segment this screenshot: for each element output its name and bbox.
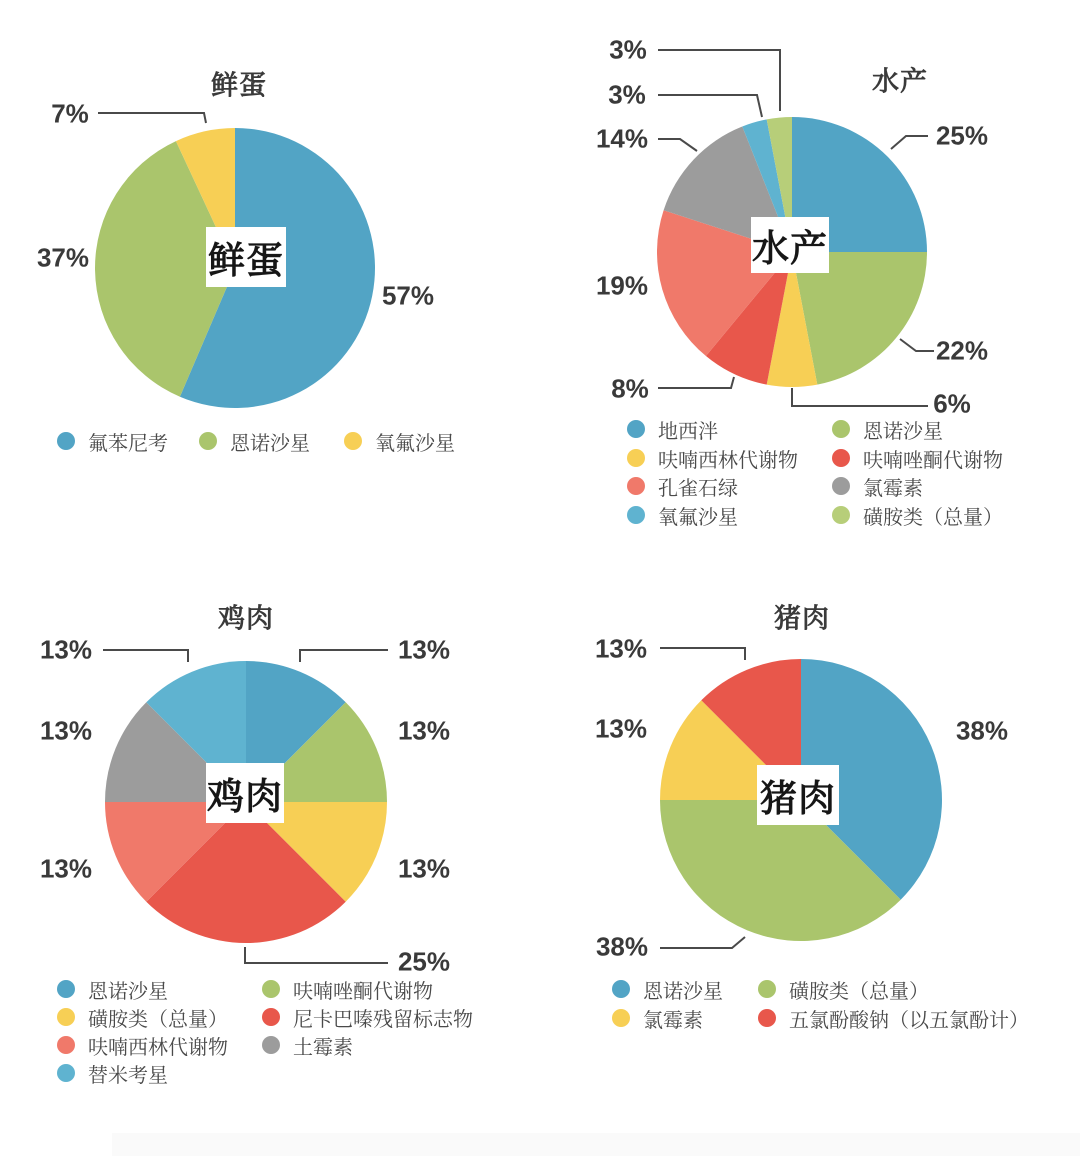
fresh-eggs-legend-item-2 (199, 429, 310, 453)
chicken-percent-label-3: 13% (397, 853, 451, 884)
legend-label: 恩诺沙星 (88, 980, 168, 1003)
chicken-percent-label-2: 13% (397, 715, 451, 746)
legend-dot (612, 1009, 630, 1027)
chicken-legend-item-6 (262, 1005, 473, 1029)
aquatic-legend-item-3 (627, 474, 738, 498)
aquatic-percent-label-2: 22% (935, 335, 989, 366)
fresh-eggs-center-label-box (206, 227, 286, 287)
legend-dot (832, 506, 850, 524)
legend-dot (262, 980, 280, 998)
fresh-eggs-percent-label-3: 7% (51, 98, 89, 129)
chicken-legend-item-2 (57, 1005, 228, 1029)
aquatic-percent-label-3: 6% (933, 388, 971, 419)
fresh-eggs-legend-item-1 (57, 429, 168, 453)
chicken-center-label-text: 鸡肉 (207, 776, 283, 817)
fresh-eggs-legend-item-3 (344, 429, 455, 453)
pork-percent-label-2: 38% (595, 931, 649, 962)
legend-label: 氧氟沙星 (375, 432, 455, 455)
pork-center-label-text: 猪肉 (760, 778, 836, 819)
aquatic-percent-label-7: 3% (608, 79, 646, 110)
legend-label: 呋喃西林代谢物 (88, 1036, 228, 1059)
legend-label: 孔雀石绿 (658, 477, 738, 500)
fresh-eggs-percent-label-2: 37% (36, 242, 90, 273)
legend-label: 土霉素 (293, 1036, 353, 1059)
legend-label: 氯霉素 (643, 1009, 703, 1032)
legend-dot (57, 1036, 75, 1054)
legend-label: 磺胺类（总量） (789, 980, 929, 1003)
aquatic-legend-item-6 (832, 446, 1003, 470)
aquatic-legend-item-1 (627, 417, 718, 441)
legend-dot (262, 1036, 280, 1054)
legend-dot (832, 449, 850, 467)
legend-label: 呋喃西林代谢物 (658, 449, 798, 472)
pork-legend-item-4 (758, 1006, 1029, 1030)
aquatic-legend-item-7 (832, 474, 923, 498)
legend-dot (57, 432, 75, 450)
aquatic-percent-label-8: 3% (609, 34, 647, 65)
legend-label: 替米考星 (88, 1064, 168, 1087)
legend-dot (627, 420, 645, 438)
chicken-title: 鸡肉 (218, 603, 274, 634)
legend-label: 恩诺沙星 (643, 980, 723, 1003)
legend-label: 氟苯尼考 (88, 432, 168, 455)
legend-dot (612, 980, 630, 998)
legend-label: 呋喃唑酮代谢物 (863, 449, 1003, 472)
footer-strip (112, 1133, 1080, 1156)
chicken-legend-item-7 (262, 1033, 353, 1057)
legend-label: 五氯酚酸钠（以五氯酚计） (789, 1009, 1029, 1032)
aquatic-legend-item-4 (627, 503, 738, 527)
chicken-percent-label-1: 13% (397, 634, 451, 665)
chicken-percent-label-4: 25% (397, 946, 451, 977)
aquatic-center-label-text: 水产 (752, 228, 828, 269)
aquatic-legend-item-5 (832, 417, 943, 441)
legend-dot (758, 1009, 776, 1027)
legend-dot (758, 980, 776, 998)
chicken-center-label-box (206, 763, 284, 823)
pork-percent-label-1: 38% (955, 715, 1009, 746)
legend-dot (57, 980, 75, 998)
pork-legend-item-3 (758, 977, 929, 1001)
pork-percent-label-3: 13% (594, 713, 648, 744)
legend-dot (199, 432, 217, 450)
chicken-percent-label-5: 13% (39, 853, 93, 884)
legend-label: 氧氟沙星 (658, 506, 738, 529)
pork-percent-label-4: 13% (594, 633, 648, 664)
aquatic-percent-label-1: 25% (935, 120, 989, 151)
chicken-percent-label-6: 13% (39, 715, 93, 746)
pork-legend-item-2 (612, 1006, 703, 1030)
chicken-percent-label-7: 13% (39, 634, 93, 665)
pork-title: 猪肉 (774, 603, 830, 634)
legend-dot (627, 477, 645, 495)
legend-label: 恩诺沙星 (863, 420, 943, 443)
legend-dot (344, 432, 362, 450)
aquatic-percent-label-6: 14% (595, 123, 649, 154)
legend-label: 地西泮 (658, 420, 718, 443)
pork-center-label-box (757, 765, 839, 825)
chicken-legend-item-5 (262, 977, 433, 1001)
aquatic-percent-label-5: 19% (595, 270, 649, 301)
aquatic-legend-item-2 (627, 446, 798, 470)
fresh-eggs-title: 鲜蛋 (211, 70, 267, 101)
legend-label: 磺胺类（总量） (88, 1008, 228, 1031)
chicken-legend-item-3 (57, 1033, 228, 1057)
legend-dot (262, 1008, 280, 1026)
chicken-legend-item-1 (57, 977, 168, 1001)
aquatic-percent-label-4: 8% (611, 373, 649, 404)
legend-dot (627, 506, 645, 524)
legend-dot (627, 449, 645, 467)
aquatic-center-label-box (751, 217, 829, 273)
legend-dot (57, 1064, 75, 1082)
legend-label: 呋喃唑酮代谢物 (293, 980, 433, 1003)
legend-dot (57, 1008, 75, 1026)
legend-dot (832, 420, 850, 438)
pork-legend-item-1 (612, 977, 723, 1001)
legend-label: 恩诺沙星 (230, 432, 310, 455)
legend-label: 尼卡巴嗪残留标志物 (293, 1008, 473, 1031)
fresh-eggs-center-label-text: 鲜蛋 (208, 240, 284, 281)
aquatic-title: 水产 (872, 66, 928, 97)
chicken-legend-item-4 (57, 1061, 168, 1085)
aquatic-legend-item-8 (832, 503, 1003, 527)
legend-dot (832, 477, 850, 495)
fresh-eggs-percent-label-1: 57% (381, 280, 435, 311)
legend-label: 磺胺类（总量） (863, 506, 1003, 529)
legend-label: 氯霉素 (863, 477, 923, 500)
